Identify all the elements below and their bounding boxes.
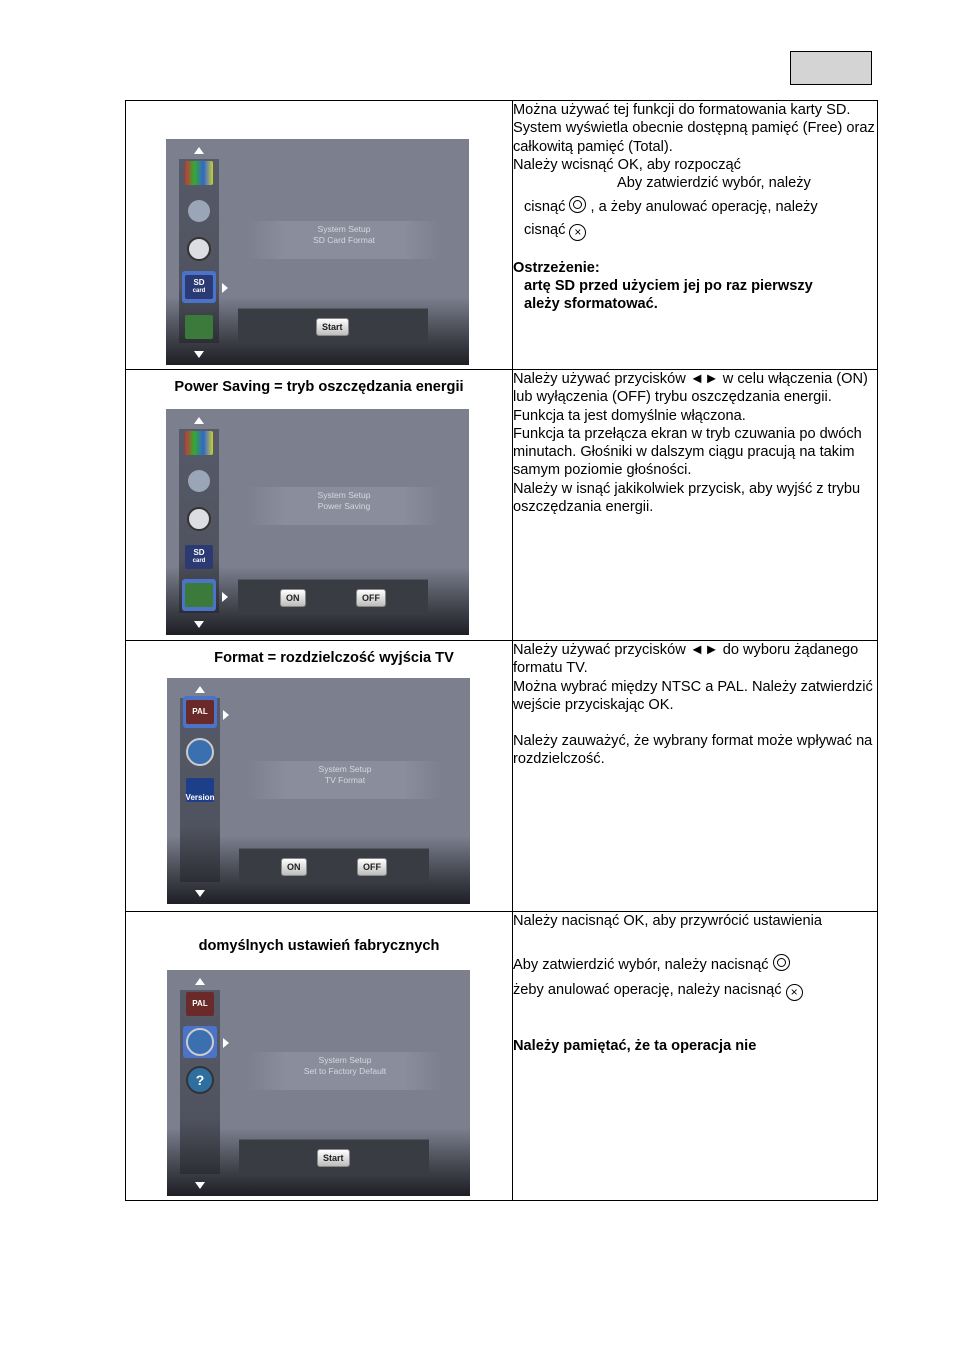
- factory-desc-p3: [513, 981, 877, 1001]
- factory-desc-p2-text: Aby zatwierdzić wybór, należy nacisnąć: [513, 957, 769, 974]
- camera-icon[interactable]: [182, 195, 216, 227]
- row-factory-default: [126, 912, 878, 1201]
- selection-pointer-icon: [222, 283, 228, 293]
- sd-warning-line2: ależy sformatować.: [524, 296, 658, 313]
- clock-calendar-icon[interactable]: [182, 503, 216, 535]
- screen-title-box: [247, 1052, 443, 1090]
- pal-label: PAL: [186, 700, 214, 724]
- slideshow-icon[interactable]: [182, 157, 216, 189]
- sd-card-icon-sublabel: card: [192, 558, 206, 564]
- slideshow-icon[interactable]: [182, 427, 216, 459]
- screen-title-line1: System Setup: [317, 490, 371, 500]
- row-4-description: [513, 912, 878, 1201]
- camera-icon[interactable]: [182, 465, 216, 497]
- off-button[interactable]: OFF: [357, 858, 387, 876]
- sd-desc-line5: [513, 221, 877, 241]
- scroll-up-arrow-icon[interactable]: [194, 147, 204, 154]
- sd-desc-line5-text: cisnąć: [524, 221, 566, 238]
- scroll-down-arrow-icon[interactable]: [195, 890, 205, 897]
- screen-title-box: [246, 221, 442, 259]
- sd-card-icon-sublabel: card: [192, 288, 206, 294]
- selection-pointer-icon: [222, 592, 228, 602]
- scroll-up-arrow-icon[interactable]: [195, 686, 205, 693]
- row-1-description: [513, 101, 878, 370]
- screen-title-box: [246, 487, 442, 525]
- off-button[interactable]: OFF: [356, 589, 386, 607]
- screen-title-line2: Power Saving: [317, 501, 371, 511]
- row-3-left-cell: [126, 641, 513, 912]
- power-desc-p2: Funkcja ta jest domyślnie włączona.: [513, 407, 746, 424]
- screen-title-line2: TV Format: [324, 775, 366, 785]
- screenshot-factory-default: [167, 970, 470, 1196]
- factory-reset-icon[interactable]: [183, 1026, 217, 1058]
- screen-title-line1: System Setup: [318, 764, 372, 774]
- sd-desc-line3: Aby zatwierdzić wybór, należy: [617, 175, 811, 192]
- action-panel: [239, 1139, 429, 1174]
- scroll-down-arrow-icon[interactable]: [195, 1182, 205, 1189]
- power-saving-icon[interactable]: [182, 579, 216, 611]
- row-3-heading: Format = rozdzielczość wyjścia TV: [214, 650, 454, 666]
- row-3-description: [513, 641, 878, 912]
- row-tv-format: [126, 641, 878, 912]
- factory-desc-p4: Należy pamiętać, że ta operacja nie: [513, 1037, 757, 1054]
- sd-card-icon-label: SD: [193, 548, 205, 557]
- sd-desc-line2: Należy wcisnąć OK, aby rozpocząć: [513, 156, 741, 173]
- power-desc-p3: Funkcja ta przełącza ekran w tryb czuwania po dwóch minutach. Głośniki w dalszym ciągu pracują na takim samym poziomie głośności.: [513, 425, 862, 479]
- tv-format-icon[interactable]: [183, 696, 217, 728]
- sd-warning-line1: artę SD przed użyciem jej po raz pierwszy: [524, 278, 813, 295]
- on-button[interactable]: ON: [281, 858, 307, 876]
- power-desc-p1: Należy używać przycisków ◄► w celu włączenia (ON) lub wyłączenia (OFF) trybu oszczędzania energii.: [513, 371, 868, 406]
- page-number-box: [790, 51, 872, 85]
- scroll-down-arrow-icon[interactable]: [194, 351, 204, 358]
- tv-desc-p3: Należy zauważyć, że wybrany format może wpływać na rozdzielczość.: [513, 733, 873, 768]
- screen-title-line1: System Setup: [318, 1055, 372, 1065]
- screenshot-power-saving: [166, 409, 469, 635]
- ok-circle-icon: [569, 196, 586, 213]
- factory-desc-p1: Należy nacisnąć OK, aby przywrócić ustawienia: [513, 913, 823, 929]
- tv-desc-p1: Należy używać przycisków ◄► do wyboru żądanego formatu TV.: [513, 642, 859, 677]
- tv-desc-p2: Można wybrać między NTSC a PAL. Należy zatwierdzić wejście przyciskając OK.: [513, 678, 873, 713]
- sd-desc-line4: [513, 196, 877, 216]
- row-2-description: [513, 370, 878, 641]
- start-button[interactable]: Start: [316, 318, 349, 336]
- row-4-heading: domyślnych ustawień fabrycznych: [198, 938, 440, 954]
- cancel-circle-icon: ×: [786, 984, 803, 1001]
- pal-label: PAL: [186, 992, 214, 1016]
- screen-title-line2: SD Card Format: [313, 235, 375, 245]
- version-label: Version: [186, 778, 214, 802]
- screen-title-line1: System Setup: [317, 224, 371, 234]
- action-panel: [238, 308, 428, 343]
- screen-title-line2: Set to Factory Default: [303, 1066, 387, 1076]
- selection-pointer-icon: [223, 710, 229, 720]
- sd-desc-line1: Można używać tej funkcji do formatowania karty SD. System wyświetla obecnie dostępną pamięć (Free) oraz całkowitą pamięć (Total).: [513, 102, 875, 155]
- sd-card-icon-label: SD: [193, 278, 205, 287]
- scroll-down-arrow-icon[interactable]: [194, 621, 204, 628]
- factory-desc-p3-text: żeby anulować operację, należy nacisnąć: [513, 981, 782, 998]
- screenshot-tv-format: [167, 678, 470, 904]
- row-2-heading: Power Saving = tryb oszczędzania energii: [174, 379, 464, 395]
- sd-desc-line4b: , a żeby anulować operację, należy: [590, 199, 818, 216]
- sd-card-icon[interactable]: [182, 541, 216, 573]
- start-button[interactable]: Start: [317, 1149, 350, 1167]
- ok-circle-icon: [773, 954, 790, 971]
- row-2-left-cell: [126, 370, 513, 641]
- manual-table: [125, 100, 878, 1201]
- tv-format-icon[interactable]: [183, 988, 217, 1020]
- version-icon[interactable]: [183, 774, 217, 806]
- power-desc-p4: Należy w isnąć jakikolwiek przycisk, aby wyjść z trybu oszczędzania energii.: [513, 480, 861, 516]
- power-saving-icon[interactable]: [182, 311, 216, 343]
- action-panel: [239, 848, 429, 883]
- sd-warning-title: Ostrzeżenie:: [513, 259, 600, 276]
- factory-reset-icon[interactable]: [183, 736, 217, 768]
- clock-calendar-icon[interactable]: [182, 233, 216, 265]
- scroll-up-arrow-icon[interactable]: [194, 417, 204, 424]
- cancel-circle-icon: ×: [569, 224, 586, 241]
- action-panel: [238, 579, 428, 614]
- factory-desc-p2: [513, 954, 877, 974]
- scroll-up-arrow-icon[interactable]: [195, 978, 205, 985]
- row-4-left-cell: [126, 912, 513, 1201]
- row-1-left-cell: [126, 101, 513, 370]
- row-sd-card-format: [126, 101, 878, 370]
- sd-card-icon[interactable]: [182, 271, 216, 303]
- help-icon[interactable]: ?: [183, 1064, 217, 1096]
- on-button[interactable]: ON: [280, 589, 306, 607]
- sd-desc-line4a: cisnąć: [524, 199, 566, 216]
- row-power-saving: [126, 370, 878, 641]
- screenshot-sd-card-format: [166, 139, 469, 365]
- selection-pointer-icon: [223, 1038, 229, 1048]
- screen-title-box: [247, 761, 443, 799]
